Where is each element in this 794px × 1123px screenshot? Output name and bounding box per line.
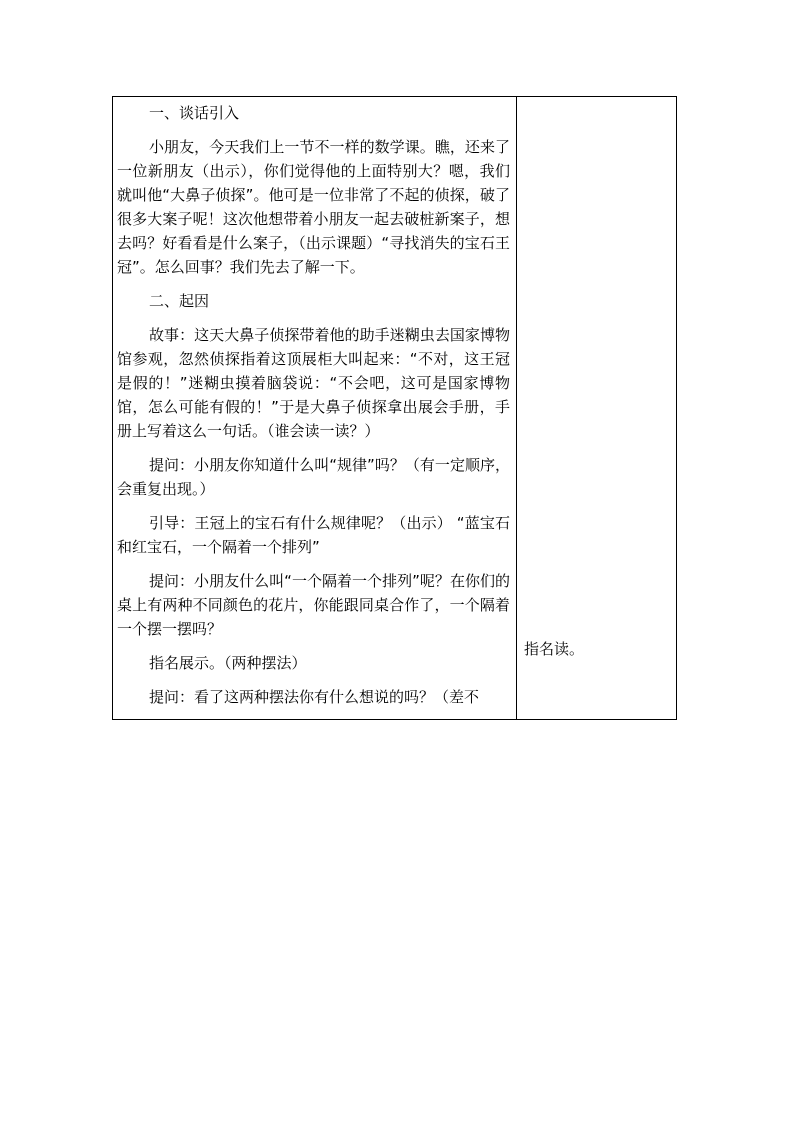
lesson-plan-table: [112, 96, 677, 720]
paragraph-question-rule: 提问：小朋友你知道什么叫“规律”吗？（有一定顺序，会重复出现。）: [117, 456, 510, 498]
paragraph-intro: 小朋友，今天我们上一节不一样的数学课。瞧，还来了一位新朋友（出示），你们觉得他的上面特别大？嗯，我们就叫他“大鼻子侦探”。他可是一位非常了不起的侦探，破了很多大案子呢！这次他想带着小朋友一起去破桩新案子，想去吗？好看看是什么案子，（出示课题）“寻找消失的宝石王冠”。怎么回事？我们先去了解一下。: [117, 138, 510, 276]
note-text: 指名读。: [524, 640, 585, 658]
paragraph-guide: 引导：王冠上的宝石有什么规律呢？（出示） “蓝宝石和红宝石，一个隔着一个排列”: [117, 514, 510, 556]
notes-cell: [517, 97, 676, 719]
section-heading-cause: 二、起因: [149, 292, 210, 310]
paragraph-story: 故事：这天大鼻子侦探带着他的助手迷糊虫去国家博物馆参观，忽然侦探指着这顶展柜大叫起来：“不对，这王冠是假的！”迷糊虫摸着脑袋说：“不会吧，这可是国家博物馆，怎么可能有假的！”于是大鼻子侦探拿出展会手册，手册上写着这么一句话。（谁会读一读？）: [117, 326, 510, 440]
paragraph-question-arrange: 提问：小朋友什么叫“一个隔着一个排列”呢？在你们的桌上有两种不同颜色的花片，你能跟同桌合作了，一个隔着一个摆一摆吗？: [117, 572, 510, 638]
paragraph-question-cutoff: 提问：看了这两种摆法你有什么想说的吗？（差不: [149, 688, 480, 706]
section-heading-intro: 一、谈话引入: [149, 104, 240, 122]
paragraph-show: 指名展示。（两种摆法）: [149, 654, 307, 672]
main-content-cell: [113, 97, 516, 719]
